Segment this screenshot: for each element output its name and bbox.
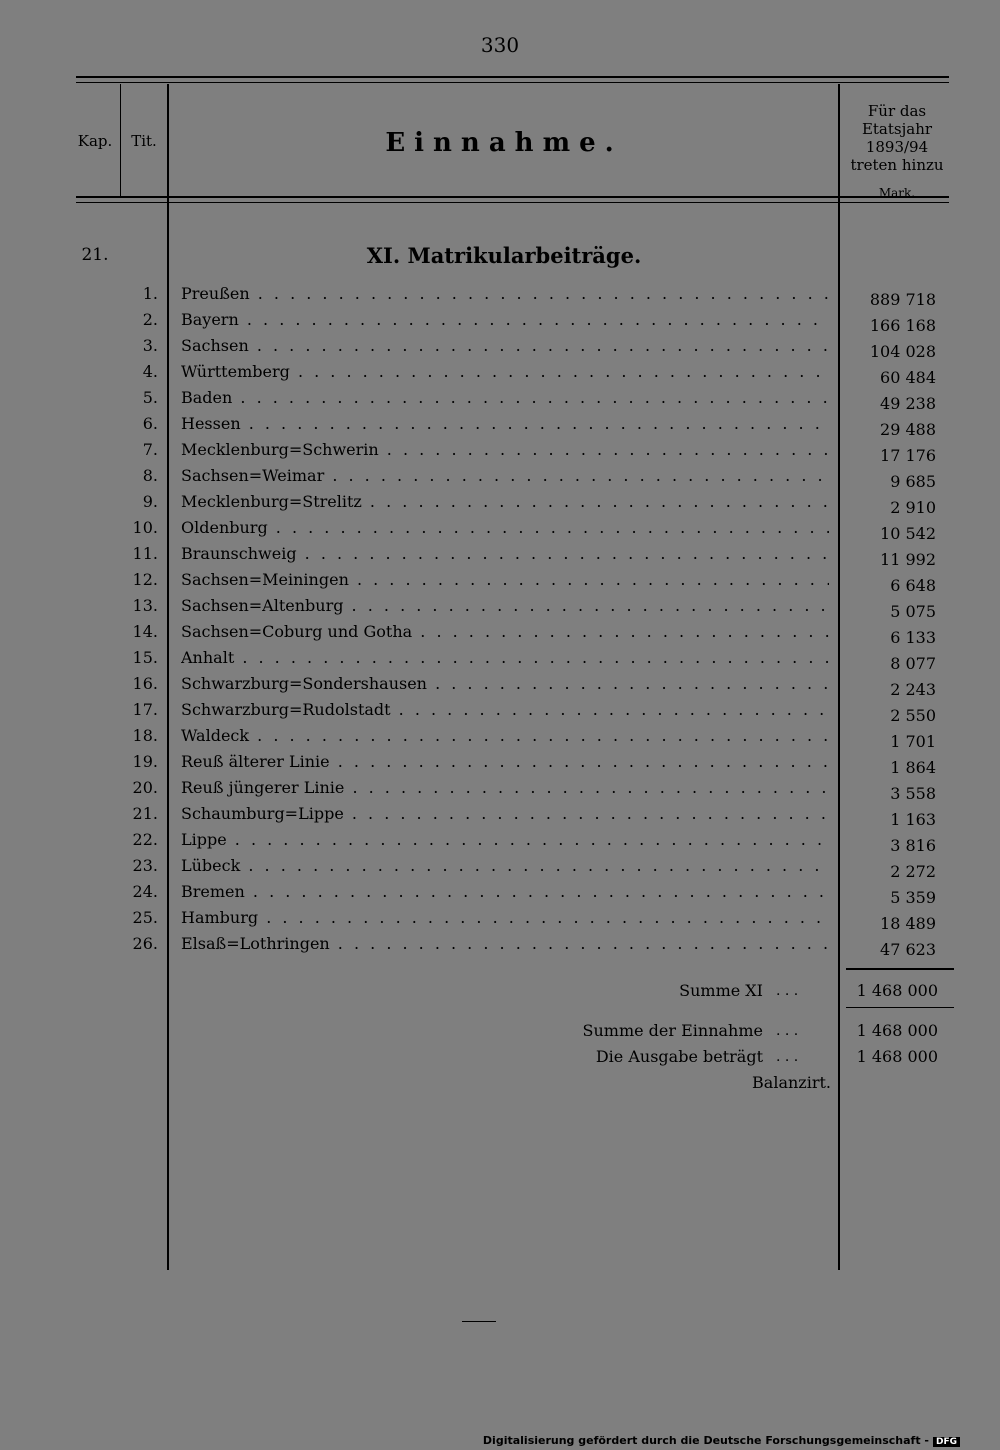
ausgabe-label: Die Ausgabe beträgt <box>595 1047 763 1066</box>
row-label: Sachsen=Altenburg . . . <box>181 596 829 615</box>
row-tit: 10. <box>132 518 158 537</box>
row-label: Oldenburg . . . <box>181 518 829 537</box>
row-value: 5 075 <box>890 602 936 621</box>
header-year-line: 1893/94 <box>865 138 929 156</box>
row-label: Mecklenburg=Schwerin . . . <box>181 440 829 459</box>
row-tit: 4. <box>142 362 158 381</box>
row-value: 10 542 <box>880 524 936 543</box>
ausgabe-value: 1 468 000 <box>856 1047 938 1066</box>
row-label: Hamburg . . . <box>181 908 829 927</box>
header-unit: Mark. <box>878 186 916 200</box>
row-label: Elsaß=Lothringen . . . <box>181 934 829 953</box>
row-label: Reuß jüngerer Linie . . . <box>181 778 829 797</box>
row-value: 6 648 <box>890 576 936 595</box>
leader-dots: . . . <box>776 983 799 999</box>
chapter-number: 21. <box>81 245 109 265</box>
closing-rule <box>462 1321 496 1322</box>
kap-column-divider <box>120 84 121 196</box>
row-label: Sachsen . . . <box>181 336 829 355</box>
row-tit: 26. <box>132 934 158 953</box>
header-kap: Kap. <box>77 132 113 150</box>
row-tit: 23. <box>132 856 158 875</box>
row-value: 2 243 <box>890 680 936 699</box>
row-value: 104 028 <box>869 342 936 361</box>
row-label: Bayern . . . <box>181 310 829 329</box>
row-value: 17 176 <box>880 446 936 465</box>
row-label: Lübeck . . . <box>181 856 829 875</box>
summe-xi-label: Summe XI <box>679 981 763 1000</box>
row-label: Reuß älterer Linie . . . <box>181 752 829 771</box>
row-tit: 22. <box>132 830 158 849</box>
row-tit: 16. <box>132 674 158 693</box>
row-tit: 17. <box>132 700 158 719</box>
row-tit: 6. <box>142 414 158 433</box>
row-tit: 1. <box>142 284 158 303</box>
row-value: 18 489 <box>880 914 936 933</box>
summe-xi-value: 1 468 000 <box>856 981 938 1000</box>
header-year-line: Für das <box>867 102 927 120</box>
header-title: Einnahme. <box>385 128 623 158</box>
row-tit: 14. <box>132 622 158 641</box>
row-label: Schaumburg=Lippe . . . <box>181 804 829 823</box>
row-label: Preußen . . . <box>181 284 829 303</box>
row-tit: 21. <box>132 804 158 823</box>
header-year-line: treten hinzu <box>850 156 944 174</box>
header-bottom-rule <box>76 196 949 198</box>
row-label: Mecklenburg=Strelitz . . . <box>181 492 829 511</box>
row-tit: 15. <box>132 648 158 667</box>
row-value: 6 133 <box>890 628 936 647</box>
row-value: 2 550 <box>890 706 936 725</box>
row-label: Baden . . . <box>181 388 829 407</box>
table-row <box>120 934 950 966</box>
row-tit: 9. <box>142 492 158 511</box>
row-value: 2 272 <box>890 862 936 881</box>
summe-einnahme-label: Summe der Einnahme <box>582 1021 763 1040</box>
row-label: Sachsen=Meiningen . . . <box>181 570 829 589</box>
row-label: Braunschweig . . . <box>181 544 829 563</box>
page-number: 330 <box>480 33 520 57</box>
row-tit: 5. <box>142 388 158 407</box>
row-tit: 20. <box>132 778 158 797</box>
leader-dots: . . . <box>776 1023 799 1039</box>
row-value: 29 488 <box>880 420 936 439</box>
row-value: 47 623 <box>880 940 936 959</box>
row-tit: 2. <box>142 310 158 329</box>
top-rule-thin <box>76 82 949 83</box>
section-title: XI. Matrikularbeiträge. <box>366 243 642 268</box>
row-label: Sachsen=Weimar . . . <box>181 466 829 485</box>
top-rule <box>76 76 949 78</box>
row-value: 11 992 <box>880 550 936 569</box>
row-value: 3 558 <box>890 784 936 803</box>
sum-rule-bottom <box>846 1007 954 1008</box>
row-value: 166 168 <box>869 316 936 335</box>
sum-rule <box>846 968 954 970</box>
credit-text: Digitalisierung gefördert durch die Deutsche Forschungsgemeinschaft - <box>482 1434 929 1447</box>
row-value: 60 484 <box>880 368 936 387</box>
row-tit: 18. <box>132 726 158 745</box>
row-value: 1 864 <box>890 758 936 777</box>
row-tit: 13. <box>132 596 158 615</box>
row-value: 49 238 <box>880 394 936 413</box>
row-label: Waldeck . . . <box>181 726 829 745</box>
row-label: Anhalt . . . <box>181 648 829 667</box>
row-tit: 24. <box>132 882 158 901</box>
row-tit: 8. <box>142 466 158 485</box>
row-label: Schwarzburg=Rudolstadt . . . <box>181 700 829 719</box>
header-year-line: Etatsjahr <box>861 120 933 138</box>
row-value: 889 718 <box>869 290 936 309</box>
row-value: 9 685 <box>890 472 936 491</box>
row-value: 2 910 <box>890 498 936 517</box>
header-tit: Tit. <box>131 132 157 150</box>
summe-einnahme-value: 1 468 000 <box>856 1021 938 1040</box>
leader-dots: . . . <box>776 1049 799 1065</box>
row-value: 8 077 <box>890 654 936 673</box>
row-value: 1 163 <box>890 810 936 829</box>
row-tit: 11. <box>132 544 158 563</box>
header-year <box>842 102 952 174</box>
row-value: 1 701 <box>890 732 936 751</box>
row-label: Lippe . . . <box>181 830 829 849</box>
row-value: 5 359 <box>890 888 936 907</box>
row-tit: 12. <box>132 570 158 589</box>
row-tit: 7. <box>142 440 158 459</box>
row-label: Schwarzburg=Sondershausen . . . <box>181 674 829 693</box>
header-bottom-rule-thin <box>76 202 949 203</box>
row-tit: 3. <box>142 336 158 355</box>
digitization-credit <box>483 1434 960 1447</box>
row-value: 3 816 <box>890 836 936 855</box>
row-label: Bremen . . . <box>181 882 829 901</box>
row-label: Württemberg . . . <box>181 362 829 381</box>
row-tit: 19. <box>132 752 158 771</box>
dfg-logo: DFG <box>933 1437 960 1447</box>
balanced-note: Balanzirt. <box>752 1073 831 1092</box>
row-tit: 25. <box>132 908 158 927</box>
row-label: Hessen . . . <box>181 414 829 433</box>
row-label: Sachsen=Coburg und Gotha . . . <box>181 622 829 641</box>
